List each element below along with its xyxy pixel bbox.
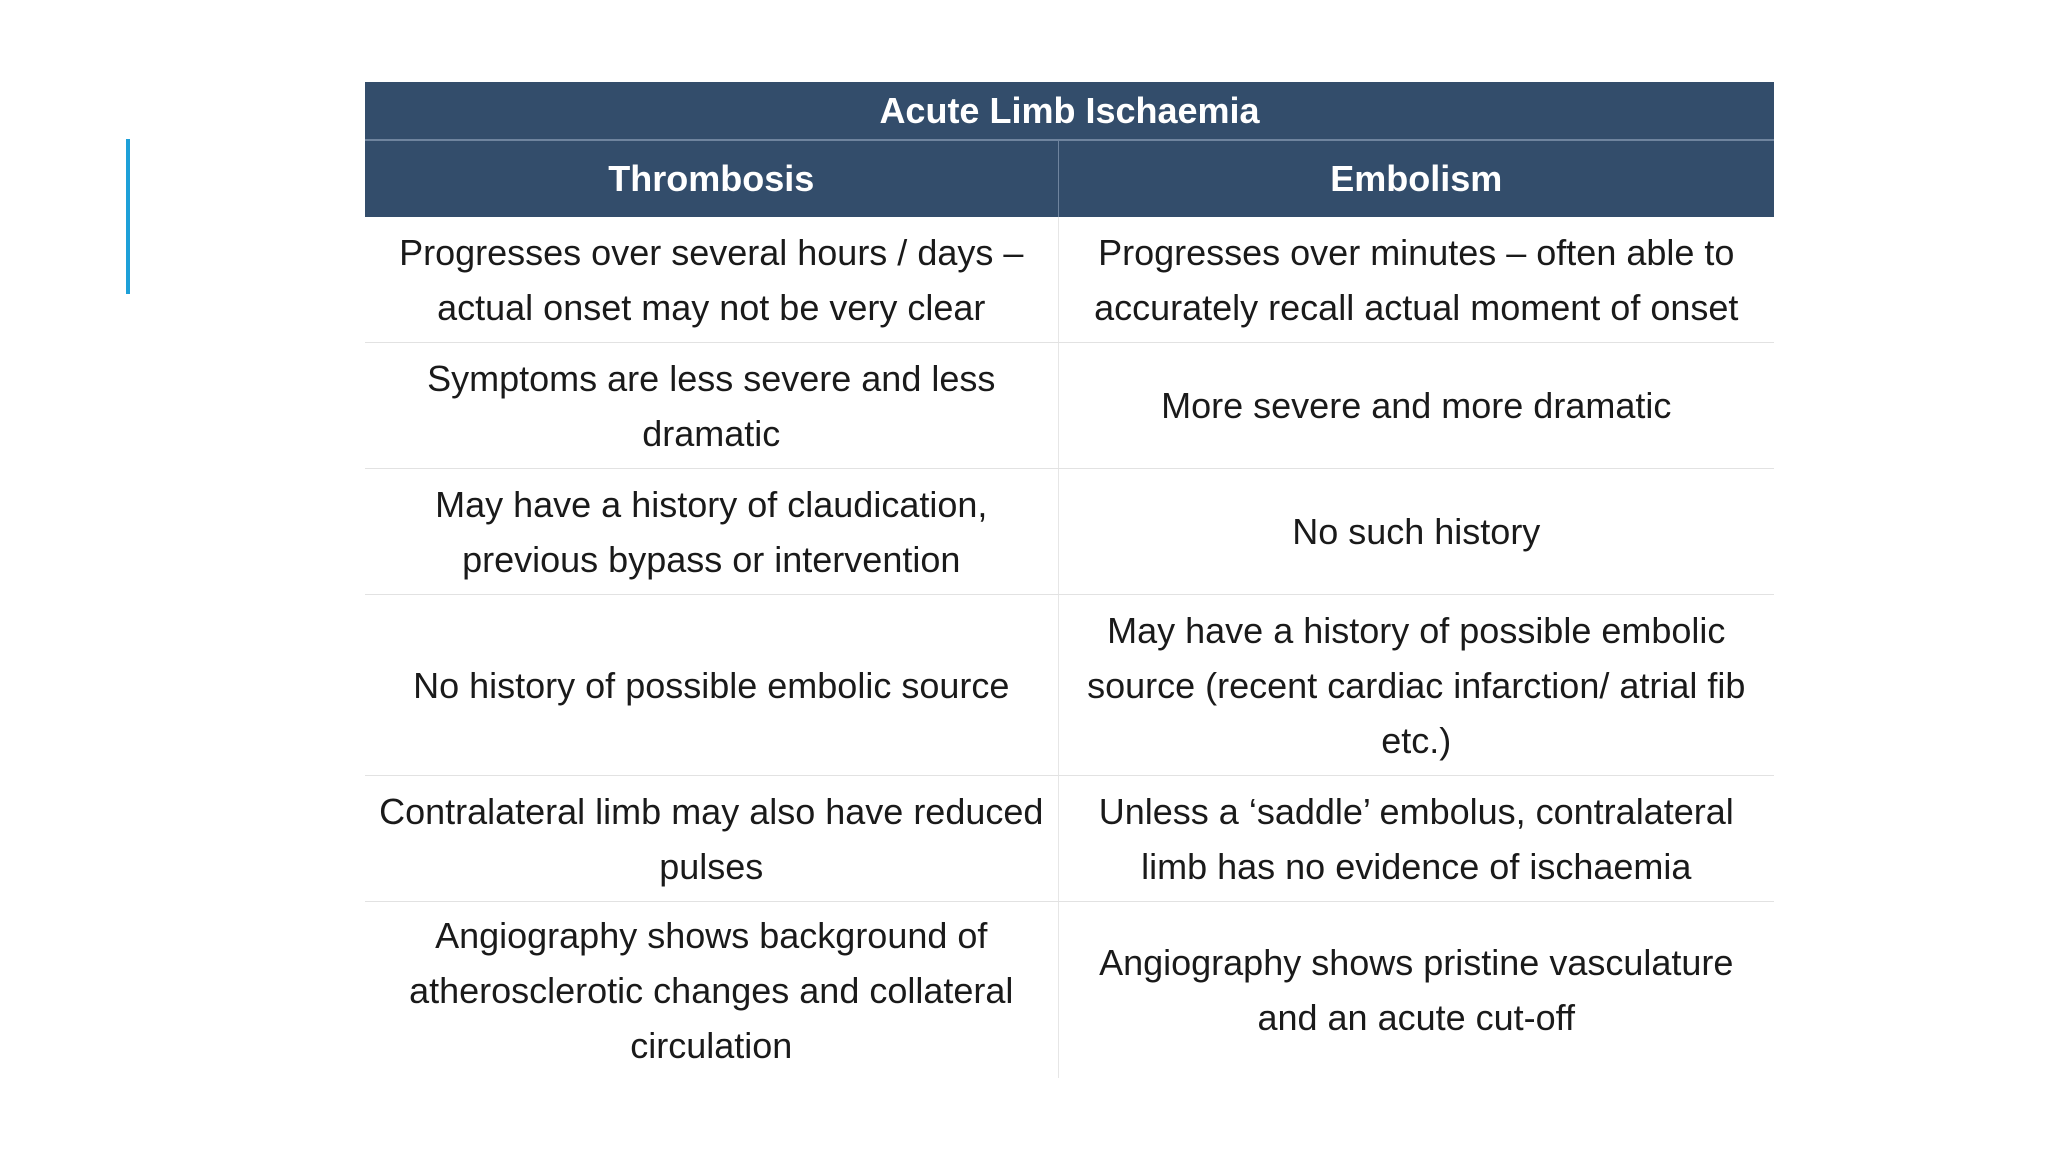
column-header-row: [365, 140, 1774, 217]
embolism-cell: No such history: [1058, 469, 1774, 595]
embolism-cell: More severe and more dramatic: [1058, 343, 1774, 469]
table-title: Acute Limb Ischaemia: [365, 82, 1774, 140]
table-row: [365, 776, 1774, 902]
accent-bar: [126, 139, 130, 294]
embolism-cell: May have a history of possible embolic source (recent cardiac infarction/ atrial fib etc.): [1058, 595, 1774, 776]
thrombosis-cell: Contralateral limb may also have reduced pulses: [365, 776, 1058, 902]
thrombosis-cell: No history of possible embolic source: [365, 595, 1058, 776]
comparison-table: [365, 82, 1774, 1078]
table-title-row: [365, 82, 1774, 140]
thrombosis-cell: Symptoms are less severe and less dramatic: [365, 343, 1058, 469]
table-row: [365, 469, 1774, 595]
table-row: [365, 217, 1774, 343]
thrombosis-cell: Angiography shows background of atherosclerotic changes and collateral circulation: [409, 914, 1014, 1066]
thrombosis-cell: Progresses over several hours / days – actual onset may not be very clear: [365, 217, 1058, 343]
column-header-embolism: Embolism: [1058, 140, 1774, 217]
embolism-cell: Progresses over minutes – often able to accurately recall actual moment of onset: [1058, 217, 1774, 343]
comparison-table-container: [365, 82, 1774, 1078]
table-row: [365, 902, 1774, 1079]
table-row: [365, 343, 1774, 469]
embolism-cell: Angiography shows pristine vasculature and an acute cut-off: [1058, 902, 1774, 1079]
table-row: [365, 595, 1774, 776]
thrombosis-cell: May have a history of claudication, previous bypass or intervention: [365, 469, 1058, 595]
embolism-cell: Unless a ‘saddle’ embolus, contralateral limb has no evidence of ischaemia: [1058, 776, 1774, 902]
column-header-thrombosis: Thrombosis: [365, 140, 1058, 217]
